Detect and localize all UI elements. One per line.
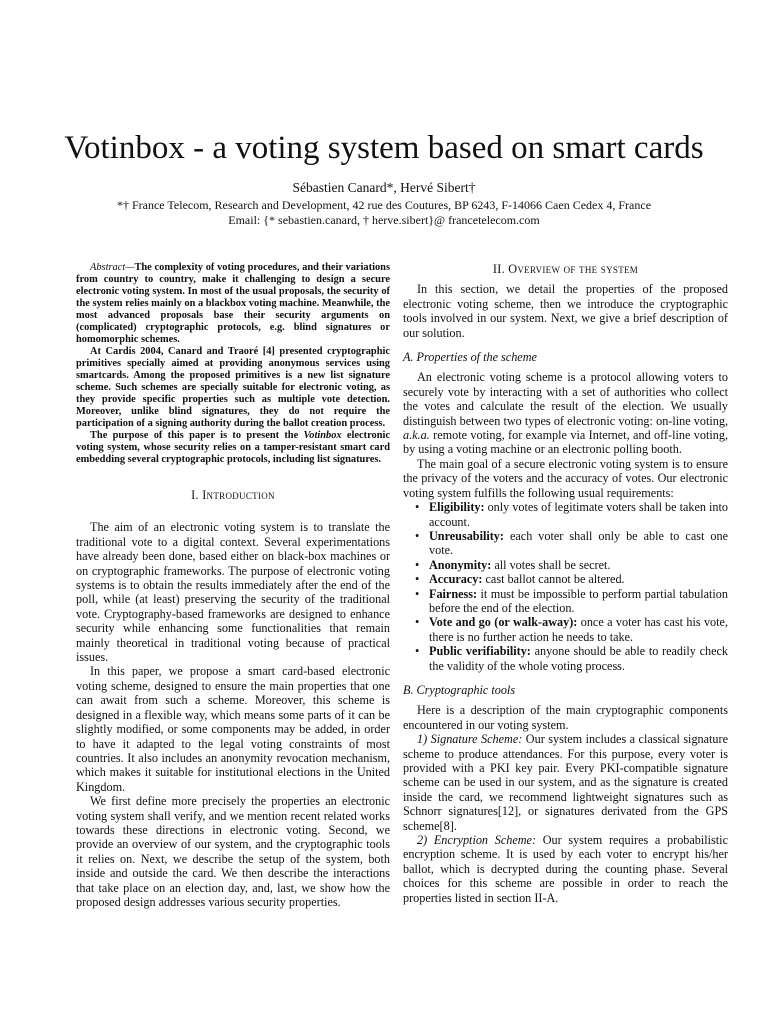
abstract-paragraph-1 xyxy=(76,262,390,346)
affiliation: *† France Telecom, Research and Development, 42 rue des Coutures, BP 6243, F-14066 Caen Cedex 4, France xyxy=(116,198,652,212)
requirement-text: all votes shall be secret. xyxy=(491,557,611,572)
abstract-text-3a: The purpose of this paper is to present the xyxy=(90,430,304,441)
list-item xyxy=(429,500,728,529)
overview-intro: In this section, we detail the properties of the proposed electronic voting scheme, then we introduce the cryptographic tools involved in our system. Next, we give a brief description of our solution. xyxy=(403,282,728,340)
intro-paragraph-1: The aim of an electronic voting system is to translate the traditional vote to a digital context. Several experimentations have already been done, based either on black-box machines or on cryptographic frameworks. The purpose of electronic voting systems is to obtain the results immediately after the end of the poll, while (at least) preserving the security of the traditional vote. Cryptography-based frameworks are designed to enhance security while enhancing some functionalities that remain mainly theoretical in traditional voting because of practical issues. xyxy=(76,520,390,665)
signature-scheme-label: 1) Signature Scheme: xyxy=(417,732,523,747)
crypto-intro: Here is a description of the main cryptographic components encountered in our voting system. xyxy=(403,703,728,732)
list-item xyxy=(429,572,728,586)
intro-paragraph-2: In this paper, we propose a smart card-based electronic voting scheme, designed to ensure the main properties that one can await from such a scheme. Moreover, this scheme is designed in a flexible way, which means some parts of it can be slightly modified, or some components may be added, in order to have it adapted to the legal voting constraints of most countries. It also includes an anonymity revocation mechanism, which makes it suitable for institutional elections in the United Kingdom. xyxy=(76,664,390,794)
abstract-system-name: Votinbox xyxy=(303,430,342,441)
list-item xyxy=(429,644,728,673)
requirement-text: each voter shall only be able to cast one vote. xyxy=(429,528,728,558)
list-item xyxy=(429,587,728,616)
requirement-term: Accuracy: xyxy=(429,572,483,587)
requirement-term: Vote and go (or walk-away): xyxy=(429,615,578,630)
abstract xyxy=(76,262,390,466)
requirement-text: once a voter has cast his vote, there is no further action he needs to take. xyxy=(429,615,728,644)
signature-scheme-paragraph xyxy=(403,732,728,833)
requirement-text: only votes of legitimate voters shall be taken into account. xyxy=(429,500,728,529)
author-list: Sébastien Canard*, Hervé Sibert† xyxy=(292,180,476,195)
subsection-heading-properties: A. Properties of the scheme xyxy=(403,350,537,365)
email-line: Email: {* sebastien.canard, † herve.sibert}@ francetelecom.com xyxy=(228,213,540,227)
requirement-term: Eligibility: xyxy=(429,500,485,515)
properties-aka: a.k.a. xyxy=(403,428,430,443)
intro-paragraph-3: We first define more precisely the properties an electronic voting system shall verify, and we mention recent related works towards these directions in electronic voting. Second, we provide an overview of our system, and the cryptographic tools it relies on. Next, we describe the setup of the system, both inside and outside the card. We then describe the interactions that take place on an election day, and, last, we show how the proposed design addresses various security properties. xyxy=(76,794,390,909)
properties-text-1a: An electronic voting scheme is a protocol allowing voters to securely vote by interacting with a set of authorities who collect the votes and calculate the result of the election. We usually distinguish between two types of electronic voting: on-line voting, xyxy=(403,370,728,428)
section-heading-overview: II. Overview of the system xyxy=(492,262,639,276)
properties-text-1b: remote voting, for example via Internet, and off-line voting, by using a voting machine or an electronic polling booth. xyxy=(403,428,728,457)
requirement-text: cast ballot cannot be altered. xyxy=(482,572,625,587)
requirement-text: it must be impossible to perform partial tabulation before the end of the election. xyxy=(429,586,728,615)
encryption-scheme-text: Our system requires a probabilistic encryption scheme. It is used by each voter to encrypt his/her ballot, which is decrypted during the counting phase. Several choices for this scheme are possible in order to reach the properties listed in section II-A. xyxy=(403,833,728,905)
right-column xyxy=(403,262,728,905)
requirement-term: Public verifiability: xyxy=(429,644,531,659)
encryption-scheme-paragraph xyxy=(403,833,728,905)
requirements-list xyxy=(403,500,728,673)
abstract-paragraph-2: At Cardis 2004, Canard and Traoré [4] presented cryptographic primitives specially aimed at providing anonymous services using smartcards. Among the proposed primitives is a new list signature scheme. Such schemes are specially suitable for electronic voting, as they provide specific properties such as multiple vote detection. Moreover, unlike blind signatures, they do not require the participation of a signing authority during the ballot creation process. xyxy=(76,346,390,429)
signature-scheme-text: Our system includes a classical signature scheme to produce attendances. For this purpose, every voter is provided with a PKI key pair. Every PKI-compatible signature scheme can be used in our system, and as the signature is created inside the card, we recommend lightweight signatures such as Schnorr signatures[12], or signatures derivated from the GPS scheme[8]. xyxy=(403,732,728,833)
section-heading-introduction: I. Introduction xyxy=(191,488,275,502)
requirement-term: Anonymity: xyxy=(429,557,492,572)
abstract-text-1: The complexity of voting procedures, and their variations from country to country, make it challenging to design a secure electronic voting system. In most of the usual proposals, the security of the system relies mainly on a blackbox voting machine. Meanwhile, the most advanced proposals base their security arguments on (complicated) cryptographic protocols, e.g. blind signatures or homomorphic schemes. xyxy=(76,262,390,345)
properties-paragraph-2: The main goal of a secure electronic voting system is to ensure the privacy of the voters and the accuracy of votes. Our electronic voting system fulfills the following usual requirements: xyxy=(403,456,728,500)
properties-paragraph-1 xyxy=(403,370,728,456)
list-item xyxy=(429,615,728,644)
subsection-heading-crypto-tools: B. Cryptographic tools xyxy=(403,682,516,697)
abstract-text-3b: electronic voting system, whose security relies on a tamper-resistant smart card embedding several cryptographic protocols, including list signatures. xyxy=(76,430,390,465)
abstract-label: Abstract— xyxy=(90,262,135,273)
list-item xyxy=(429,529,728,558)
list-item xyxy=(429,558,728,572)
encryption-scheme-label: 2) Encryption Scheme: xyxy=(417,833,537,848)
requirement-term: Unreusability: xyxy=(429,528,504,543)
requirement-term: Fairness: xyxy=(429,586,478,601)
abstract-paragraph-3 xyxy=(76,430,390,466)
left-column xyxy=(76,262,390,909)
paper-title: Votinbox - a voting system based on smart cards xyxy=(64,130,704,166)
requirement-text: anyone should be able to readily check the validity of the whole voting process. xyxy=(429,644,729,673)
